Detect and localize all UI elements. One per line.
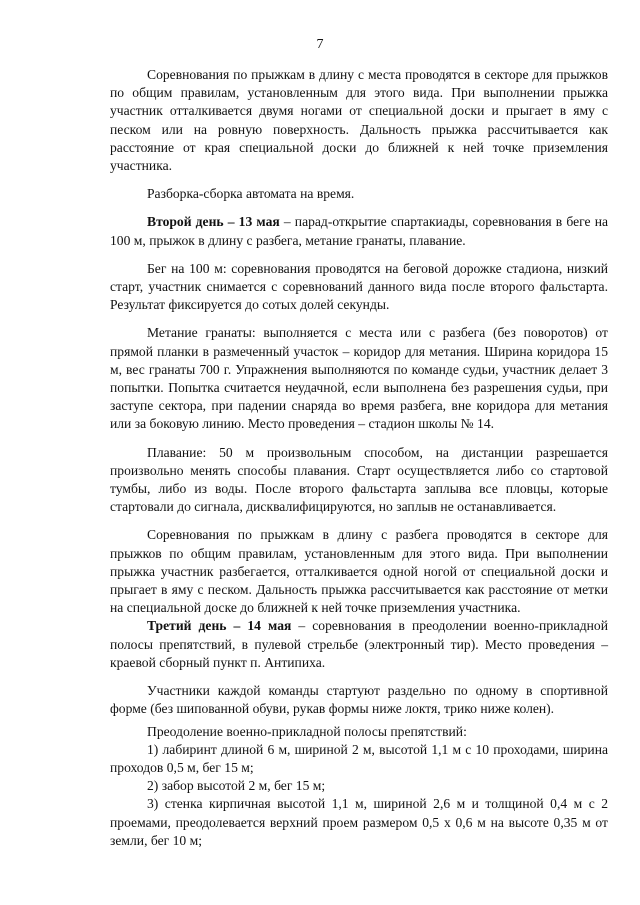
paragraph-participants: Участники каждой команды стартуют раздельно по одному в спортивной форме (без шипованной обуви, рукав формы ниже локтя, трико ниже колен). bbox=[110, 683, 608, 717]
paragraph-long-jump-standing: Соревнования по прыжкам в длину с места проводятся в секторе для прыжков по общим правилам, установленным для этого вида. При выполнении прыжка участник отталкивается двумя ногами от специальной доски и прыгает в яму с песком или на ровную поверхность. Дальность прыжка рассчитывается как расстояние от края специальной доски до ближней к ней точке приземления участника. bbox=[110, 67, 608, 174]
day-two-text: – парад-открытие спартакиады, соревнования в беге на 100 м, прыжок в длину с разбега, метание гранаты, плавание. bbox=[110, 214, 608, 248]
obstacle-item-2: 2) забор высотой 2 м, бег 15 м; bbox=[147, 778, 326, 794]
obstacle-item-3: 3) стенка кирпичная высотой 1,1 м, шириной 2,6 м и толщиной 0,4 м с 2 проемами, преодолевается верхний проем размером 0,5 х 0,6 м на высоте 0,35 м от земли, бег 10 м; bbox=[110, 796, 608, 848]
paragraph-day-two bbox=[110, 213, 608, 249]
paragraph-rifle-assembly: Разборка-сборка автомата на время. bbox=[147, 186, 355, 202]
paragraph-grenade-throw: Метание гранаты: выполняется с места или с разбега (без поворотов) от прямой планки в размеченный участок – коридор для метания. Ширина коридора 15 м, вес гранаты 700 г. Упражнения выполняются по команде судьи, участник делает 3 попытки. Попытка считается неудачной, если выполнена без разрешения судьи, при заступе сектора, при падении снаряда во время разбега, вне коридора для метания или за боковую линию. Место проведения – стадион школы № 14. bbox=[110, 325, 608, 432]
obstacle-item-1: 1) лабиринт длиной 6 м, шириной 2 м, высотой 1,1 м с 10 проходами, ширина проходов 0,5 м, бег 15 м; bbox=[110, 741, 608, 775]
paragraph-run-100m: Бег на 100 м: соревнования проводятся на беговой дорожке стадиона, низкий старт, участник снимается с соревнований данного вида после второго фальстарта. Результат фиксируется до сотых долей секунды. bbox=[110, 260, 608, 313]
page-number: 7 bbox=[316, 37, 324, 52]
day-two-heading: Второй день – 13 мая bbox=[147, 214, 280, 230]
document-body bbox=[110, 66, 608, 850]
paragraph-swimming: Плавание: 50 м произвольным способом, на дистанции разрешается произвольно менять способы плавания. Старт осуществляется либо со стартовой тумбы, либо из воды. После второго фальстарта заплыва все пловцы, которые стартовали до сигнала, дисквалифицируются, но заплыв не останавливается. bbox=[110, 444, 608, 515]
day-three-text: – соревнования в преодолении военно-прикладной полосы препятствий, в пулевой стрельбе (электронный тир). Место проведения – краевой сборный пункт п. Антипиха. bbox=[110, 618, 608, 670]
paragraph-long-jump-run: Соревнования по прыжкам в длину с разбега проводятся в секторе для прыжков по общим правилам, установленным для этого вида. При выполнении прыжка участник разбегается, отталкивается одной ногой от специальной доски и прыгает в яму с песком. Дальность прыжка рассчитывается как расстояние от метки на специальной доске до ближней к ней точке приземления участника. bbox=[110, 527, 608, 616]
paragraph-obstacle-intro: Преодоление военно-прикладной полосы препятствий: bbox=[147, 723, 467, 739]
paragraph-day-three bbox=[110, 617, 608, 672]
day-three-heading: Третий день – 14 мая bbox=[147, 618, 292, 634]
